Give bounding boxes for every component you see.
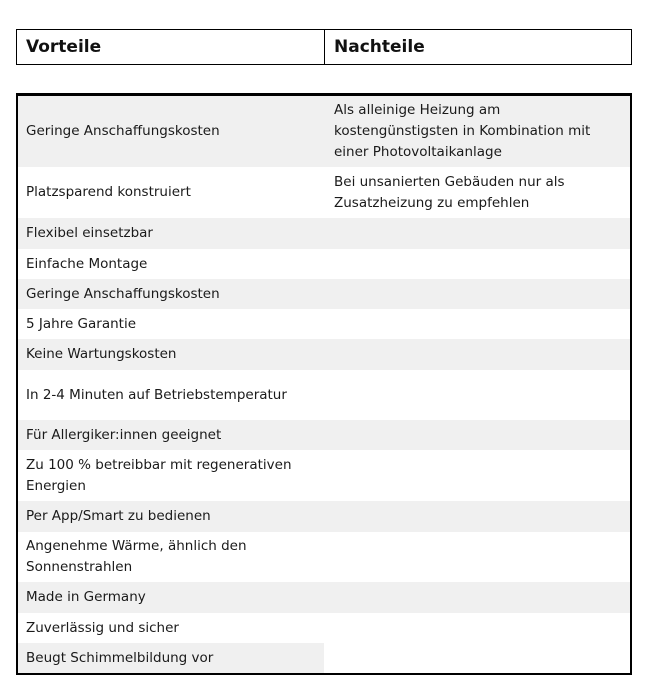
table-row: [18, 643, 630, 673]
table-row: [18, 218, 630, 249]
pro-cell: Per App/Smart zu bedienen: [18, 501, 324, 532]
pro-cell: Angenehme Wärme, ähnlich den Sonnenstrahlen: [26, 538, 247, 575]
con-cell: [324, 339, 630, 370]
table-row: [18, 279, 630, 309]
table-row: [18, 249, 630, 279]
pro-cell: Flexibel einsetzbar: [18, 218, 324, 249]
table-row: [18, 309, 630, 339]
table-row: [18, 582, 630, 613]
pro-cell: In 2-4 Minuten auf Betriebstemperatur: [26, 386, 287, 403]
table-row: [18, 370, 630, 420]
con-cell: Als alleinige Heizung am kostengünstigsten in Kombination mit einer Photovoltaikanlage: [324, 96, 630, 167]
con-cell: [324, 450, 630, 501]
comparison-table: [16, 93, 632, 675]
table-row: [18, 450, 630, 501]
con-cell: [324, 309, 630, 339]
header-vorteile: Vorteile: [17, 30, 325, 64]
table-row: [18, 613, 630, 643]
pro-cell: 5 Jahre Garantie: [26, 315, 137, 332]
header-nachteile: Nachteile: [334, 37, 425, 57]
pro-cell: Keine Wartungskosten: [18, 339, 324, 370]
pro-cell: Beugt Schimmelbildung vor: [18, 643, 324, 673]
con-cell: [324, 279, 630, 309]
pro-cell: Platzsparend konstruiert: [26, 184, 191, 200]
pro-cell: Für Allergiker:innen geeignet: [18, 420, 324, 450]
header-table: [16, 29, 632, 65]
con-cell: [324, 370, 630, 420]
table-row: [18, 96, 630, 167]
con-cell: [324, 582, 630, 613]
con-cell: [324, 643, 630, 673]
con-cell: [324, 218, 630, 249]
con-cell: [324, 249, 630, 279]
pro-cell: Zu 100 % betreibbar mit regenerativen Energien: [26, 456, 292, 494]
pro-cell: Einfache Montage: [26, 255, 148, 272]
con-cell: [324, 532, 630, 582]
table-row: [18, 420, 630, 450]
pro-cell: Geringe Anschaffungskosten: [18, 96, 324, 167]
con-cell: [324, 420, 630, 450]
pro-cell: Zuverlässig und sicher: [26, 619, 179, 636]
table-row: [18, 339, 630, 370]
table-row: [18, 532, 630, 582]
con-cell: [324, 613, 630, 643]
con-cell: [324, 501, 630, 532]
pro-cell: Geringe Anschaffungskosten: [18, 279, 324, 309]
table-row: [18, 167, 630, 218]
pro-cell: Made in Germany: [18, 582, 324, 613]
con-cell: Bei unsanierten Gebäuden nur als Zusatzheizung zu empfehlen: [334, 173, 565, 211]
table-row: [18, 501, 630, 532]
